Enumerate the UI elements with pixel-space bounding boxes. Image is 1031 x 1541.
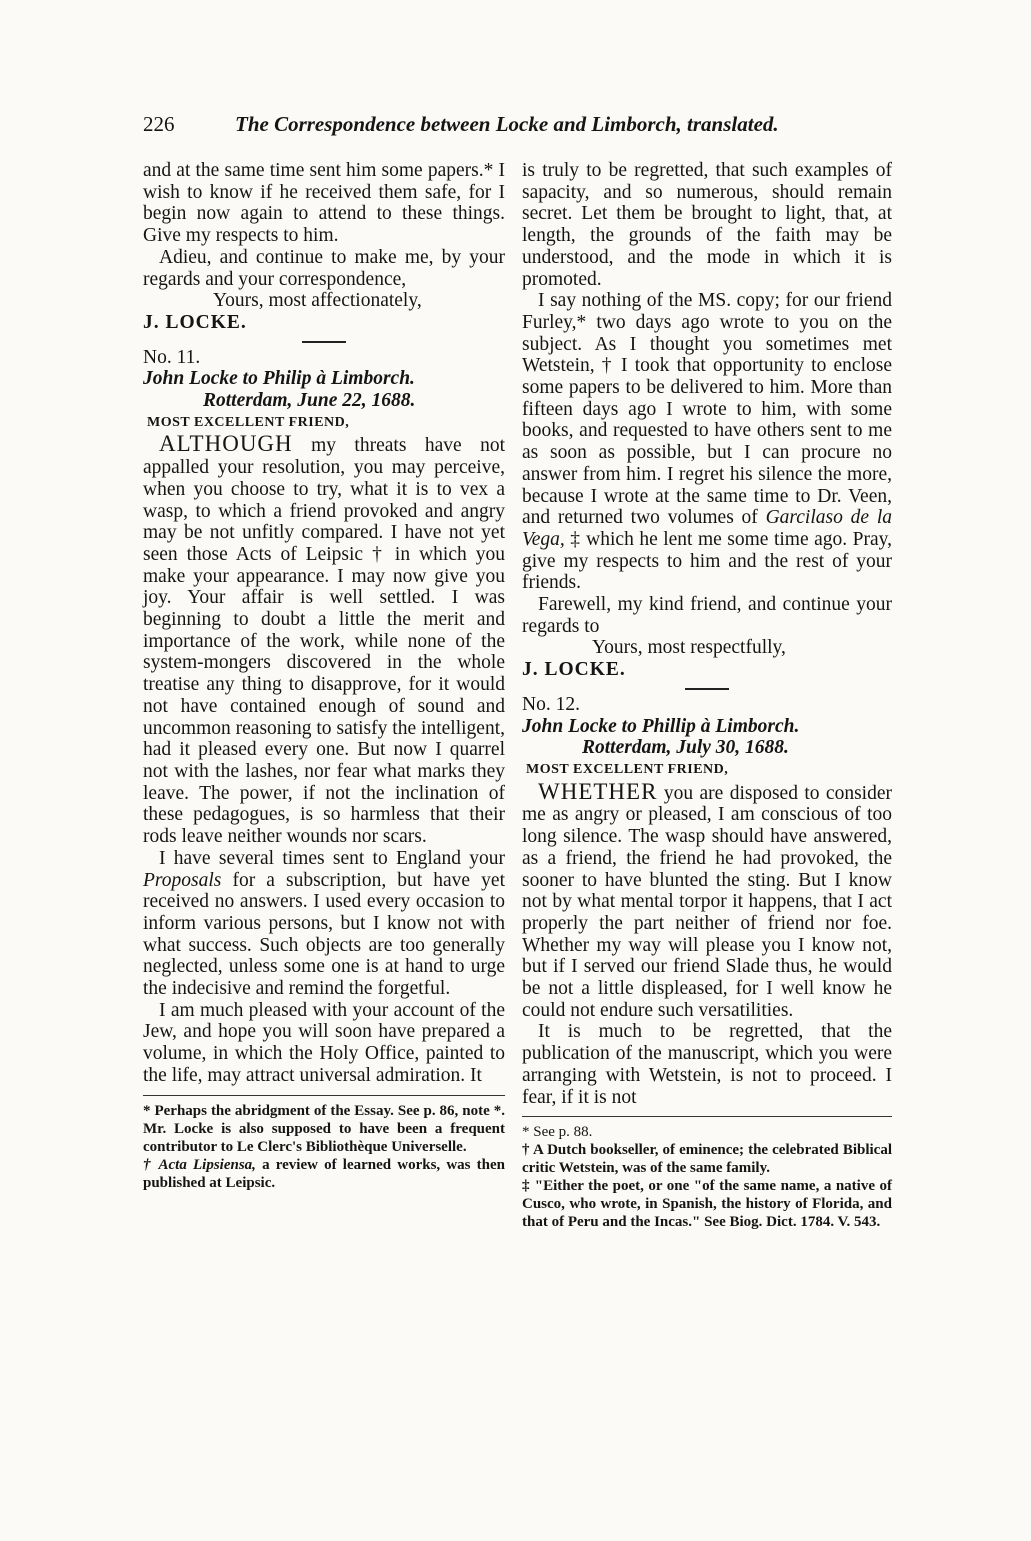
closing-line: Yours, most respectfully, <box>592 637 786 659</box>
letter-title: John Locke to Phillip à Limborch. <box>522 715 800 737</box>
footnote-divider <box>522 1116 892 1117</box>
letter-paragraph <box>522 290 892 594</box>
paragraph-text: I have several times sent to England your <box>159 847 505 869</box>
right-column <box>522 160 892 1231</box>
signature: J. LOCKE. <box>522 659 626 681</box>
letter-date: Rotterdam, July 30, 1688. <box>582 737 789 759</box>
footnote-divider <box>143 1095 505 1096</box>
letter-place: Rotterdam, <box>203 390 293 412</box>
section-divider <box>685 688 729 690</box>
footnote: ‡ "Either the poet, or one "of the same name, a native of Cusco, who wrote, in Spanish, the history of Florida, and that of Peru and the Incas." See Biog. Dict. 1784. V. 543. <box>522 1178 892 1231</box>
footnote: † A Dutch bookseller, of eminence; the celebrated Biblical critic Wetstein, was of the same family. <box>522 1142 892 1177</box>
letter-dateline <box>143 390 505 412</box>
letter-paragraph: I am much pleased with your account of the Jew, and hope you will soon have prepared a volume, in which the Holy Office, painted to the life, may attract universal admiration. It <box>143 999 505 1086</box>
footnotes <box>143 1102 505 1192</box>
footnotes <box>522 1123 892 1231</box>
letter-dateline <box>522 737 892 759</box>
letter-title: John Locke to Philip à Limborch. <box>143 368 415 390</box>
page-number: 226 <box>143 112 175 136</box>
left-column <box>143 160 505 1192</box>
opening-word: WHETHER <box>538 778 658 804</box>
footnote-text: a review of learned works, was then published at Leipsic. <box>143 1156 506 1191</box>
letter-number: No. 11. <box>143 346 201 368</box>
letter-paragraph <box>522 778 892 1022</box>
paragraph-text: you are disposed to consider me as angry or pleased, I am conscious of too long silence. The wasp should have answered, as a friend, the friend he had provoked, the sooner to have blunted the sting. But I know not by what mental torpor it happens, that I act properly the part neither of friend nor foe. Whether my way will please you I know not, but if I served our friend Slade thus, he would be not a little displeased, for I well know he could not endure such versatilities. <box>522 782 892 1021</box>
footnote: * See p. 88. <box>522 1124 593 1141</box>
italic-title: Garcilaso de la Vega, <box>522 507 892 550</box>
letter-paragraph <box>143 433 505 847</box>
italic-title: Proposals <box>143 869 222 891</box>
paragraph-text: my threats have not appalled your resolution, you may perceive, when you choose to try, what it is to vex a wasp, to which a friend provoked and angry may be not unfitly compared. I have not yet seen those Acts of Leipsic † in which you make your appearance. I may now give you joy. Your affair is well settled. I was beginning to doubt a little the merit and importance of the work, while none of the system-mongers discovered in the whole treatise any thing to disapprove, for it would not have contained enough of sound and uncommon reasoning to satisfy the intelligent, had it pleased every one. But now I quarrel not with the lashes, nor fear what marks they leave. The power, if not the inclination of these pedagogues, is so harmless that their rods leave neither wounds nor scars. <box>143 435 505 848</box>
page-header <box>143 112 903 142</box>
paragraph-continued: is truly to be regretted, that such examples of sapacity, and so numerous, should remain secret. Let them be brought to light, that, at length, the grounds of the faith may be understood, and the mode in which it is promoted. <box>522 160 892 290</box>
paragraph-text: I say nothing of the MS. copy; for our friend Furley,* two days ago wrote to you on the subject. As I thought you sometimes met Wetstein, † I took that opportunity to enclose some papers to be delivered to him. More than fifteen days ago I wrote to him, with some books, and requested to have others sent to me as soon as possible, but I can procure no answer from him. I regret his silence the more, because I wrote at the same time to Dr. Veen, and returned two volumes of <box>522 290 892 529</box>
paragraph-farewell: Farewell, my kind friend, and continue your regards to <box>522 594 892 637</box>
letter-number: No. 12. <box>522 693 580 715</box>
section-divider <box>302 341 346 343</box>
closing-line: Yours, most affectionately, <box>213 290 422 312</box>
letter-date: June 22, 1688. <box>297 390 416 412</box>
opening-word: ALTHOUGH <box>159 431 293 457</box>
letter-salutation: MOST EXCELLENT FRIEND, <box>526 761 729 777</box>
footnote <box>143 1156 505 1192</box>
running-title: The Correspondence between Locke and Limborch, translated. <box>235 112 779 136</box>
left-column-text <box>143 160 505 1087</box>
signature: J. LOCKE. <box>143 311 247 333</box>
paragraph-adieu: Adieu, and continue to make me, by your regards and your correspondence, <box>143 246 505 290</box>
letter-paragraph: It is much to be regretted, that the publication of the manuscript, which you were arranging with Wetstein, is not to proceed. I fear, if it is not <box>522 1021 892 1108</box>
right-column-text <box>522 160 892 1108</box>
letter-paragraph <box>143 848 505 1000</box>
letter-salutation: MOST EXCELLENT FRIEND, <box>147 414 350 430</box>
paragraph-text: ‡ which he lent me some time ago. Pray, give my respects to him and the rest of your friends. <box>522 528 892 594</box>
footnote: * Perhaps the abridgment of the Essay. See p. 86, note *. Mr. Locke is also supposed to have been a frequent contributor to Le Clerc's Bibliothèque Universelle. <box>143 1102 505 1155</box>
footnote-label: † Acta Lipsiensa, <box>143 1156 256 1173</box>
paragraph-text: for a subscription, but have yet received no answers. I used every occasion to inform various persons, but I know not with what success. Such objects are too generally neglected, unless some one is at hand to urge the indecisive and remind the forgetful. <box>143 869 505 1000</box>
paragraph-intro: and at the same time sent him some papers.* I wish to know if he received them safe, for I begin now again to attend to these things. Give my respects to him. <box>143 160 505 247</box>
